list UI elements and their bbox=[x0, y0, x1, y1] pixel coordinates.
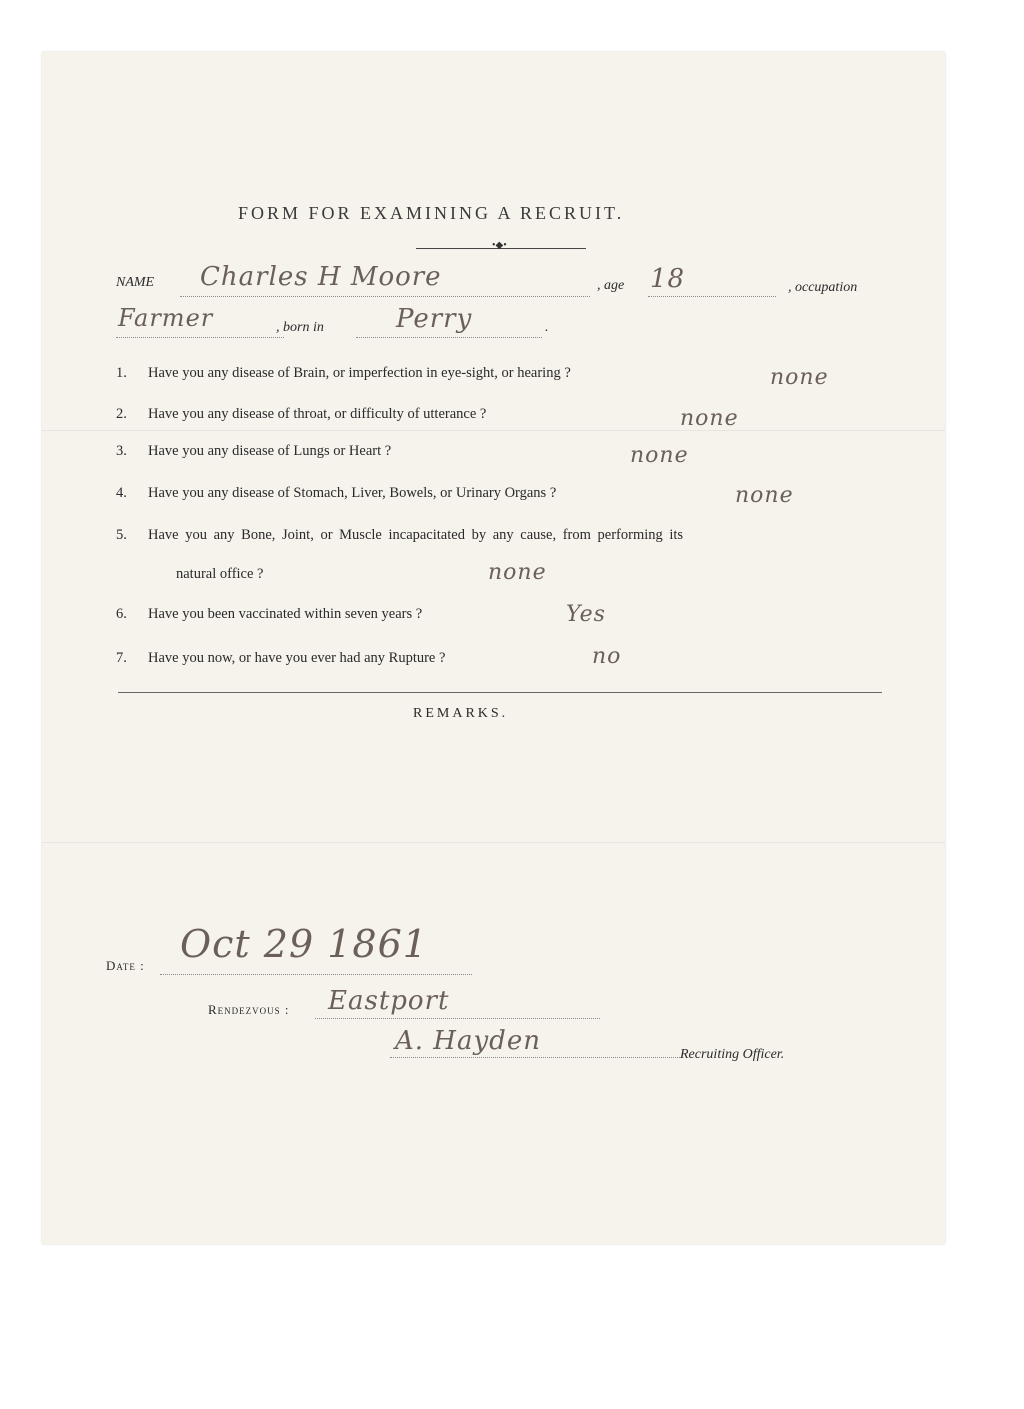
question-7-answer: no bbox=[592, 644, 622, 669]
question-5-answer: none bbox=[488, 560, 547, 585]
recruiting-officer-label: Recruiting Officer. bbox=[680, 1047, 785, 1062]
question-6-text: Have you been vaccinated within seven years ? bbox=[148, 606, 423, 622]
born-period: . bbox=[545, 320, 549, 335]
question-5-text: Have you any Bone, Joint, or Muscle incapacitated by any cause, from performing its bbox=[148, 527, 684, 543]
name-underline bbox=[180, 296, 590, 297]
question-3-number: 3. bbox=[116, 443, 127, 459]
question-4-text: Have you any disease of Stomach, Liver, Bowels, or Urinary Organs ? bbox=[148, 485, 557, 501]
age-label: , age bbox=[597, 278, 625, 293]
born-label: , born in bbox=[276, 320, 324, 335]
question-2-text: Have you any disease of throat, or difficulty of utterance ? bbox=[148, 406, 487, 422]
occupation-underline bbox=[116, 337, 284, 338]
date-value: Oct 29 1861 bbox=[180, 922, 428, 966]
title-ornament-icon: •◆• bbox=[492, 240, 507, 251]
question-2-answer: none bbox=[680, 406, 739, 431]
born-underline bbox=[356, 337, 542, 338]
question-3-text: Have you any disease of Lungs or Heart ? bbox=[148, 443, 392, 459]
age-value: 18 bbox=[650, 264, 686, 294]
officer-underline bbox=[390, 1057, 680, 1058]
question-5-text-continued: natural office ? bbox=[176, 566, 264, 582]
question-1-number: 1. bbox=[116, 365, 127, 381]
rendezvous-value: Eastport bbox=[328, 986, 450, 1016]
age-underline bbox=[648, 296, 776, 297]
question-3-answer: none bbox=[630, 443, 689, 468]
question-6-answer: Yes bbox=[566, 602, 606, 627]
fold-line-upper bbox=[42, 430, 945, 431]
name-label: NAME bbox=[116, 275, 155, 290]
remarks-heading: REMARKS. bbox=[413, 706, 509, 721]
occupation-value: Farmer bbox=[118, 304, 214, 332]
rendezvous-underline bbox=[315, 1018, 600, 1019]
question-2-number: 2. bbox=[116, 406, 127, 422]
question-6-number: 6. bbox=[116, 606, 127, 622]
question-7-text: Have you now, or have you ever had any Rupture ? bbox=[148, 650, 446, 666]
fold-line-lower bbox=[42, 842, 945, 843]
question-1-answer: none bbox=[770, 365, 829, 390]
question-4-answer: none bbox=[735, 483, 794, 508]
name-value: Charles H Moore bbox=[200, 262, 442, 292]
born-value: Perry bbox=[396, 304, 473, 334]
rendezvous-label: Rendezvous : bbox=[208, 1002, 290, 1017]
question-1-text: Have you any disease of Brain, or imperfection in eye-sight, or hearing ? bbox=[148, 365, 571, 381]
document-sheet bbox=[42, 52, 945, 1244]
occupation-label: , occupation bbox=[788, 280, 858, 295]
officer-signature: A. Hayden bbox=[395, 1026, 541, 1056]
date-underline bbox=[160, 974, 472, 975]
question-4-number: 4. bbox=[116, 485, 127, 501]
remarks-divider bbox=[118, 692, 882, 693]
question-5-number: 5. bbox=[116, 527, 127, 543]
question-7-number: 7. bbox=[116, 650, 127, 666]
form-title: FORM FOR EXAMINING A RECRUIT. bbox=[238, 203, 625, 223]
date-label: Date : bbox=[106, 958, 145, 973]
